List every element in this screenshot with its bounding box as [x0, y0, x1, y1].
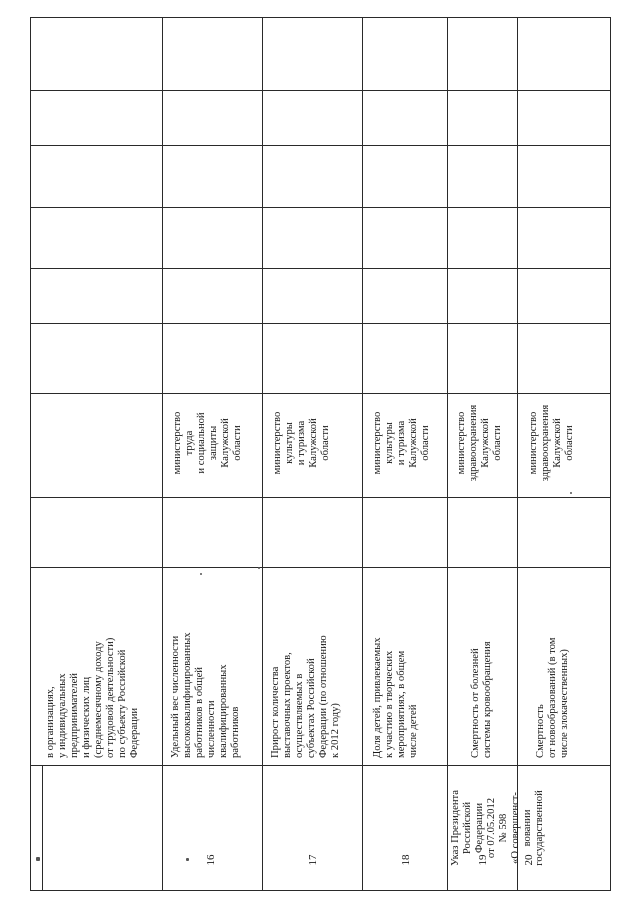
column-divider	[30, 268, 610, 269]
row-divider	[362, 17, 363, 891]
column-divider	[30, 207, 610, 208]
row-number: 18	[400, 854, 412, 866]
indicator-cell: Смертность от новообразований (в том числе злокачественных)	[535, 637, 570, 758]
number-column-border	[447, 565, 448, 765]
row-divider	[517, 17, 518, 891]
column-divider	[30, 90, 610, 91]
number-column-border	[42, 765, 43, 891]
ministry-cell: министерство здравоохранения Калужской области	[528, 404, 575, 482]
ministry-cell: министерство здравоохранения Калужской области	[456, 404, 503, 482]
row-number: 16	[205, 854, 217, 866]
table-border-top	[30, 17, 610, 18]
indicator-cell: Удельный вес численности высококвалифицированных работников в общей численности квалифицированных работников	[170, 632, 241, 758]
indicator-cell: в организациях, у индивидуальных предпринимателей и физических лиц (среднемесячному доходу от трудовой деятельности) по субъекту Российской Федерации	[45, 637, 140, 758]
column-divider	[30, 145, 610, 146]
table-border-left	[30, 17, 31, 891]
ministry-cell: министерство культуры и туризма Калужской области	[372, 411, 431, 475]
scan-speck	[186, 858, 189, 861]
indicator-cell: Прирост количества выставочных проектов, осуществляемых в субъектах Российской Федерации (по отношению к 2012 году)	[270, 635, 341, 758]
scan-speck	[200, 573, 202, 575]
ministry-cell: министерство труда и социальной защиты Калужской области	[172, 411, 243, 475]
row-number: 17	[307, 854, 319, 866]
scan-speck	[570, 492, 572, 494]
scan-speck	[258, 567, 260, 569]
column-divider	[30, 765, 610, 766]
decree-reference: Указ Президента Российской Федерации от 07.05.2012 № 598 «О совершенст- вовании государственной	[450, 790, 545, 866]
row-divider	[262, 17, 263, 891]
indicator-cell: Доля детей, привлекаемых к участию в творческих мероприятиях, в общем числе детей	[372, 637, 419, 758]
row-number: 20	[523, 854, 535, 866]
indicator-cell: Смертность от болезней системы кровообращения	[470, 641, 493, 758]
table-border-right	[610, 17, 611, 891]
scan-speck	[36, 857, 40, 861]
row-number: 19	[477, 854, 489, 866]
column-divider	[30, 323, 610, 324]
table-border-bottom	[30, 890, 610, 891]
column-divider	[30, 497, 610, 498]
ministry-cell: министерство культуры и туризма Калужской области	[272, 411, 331, 475]
row-divider	[162, 17, 163, 891]
